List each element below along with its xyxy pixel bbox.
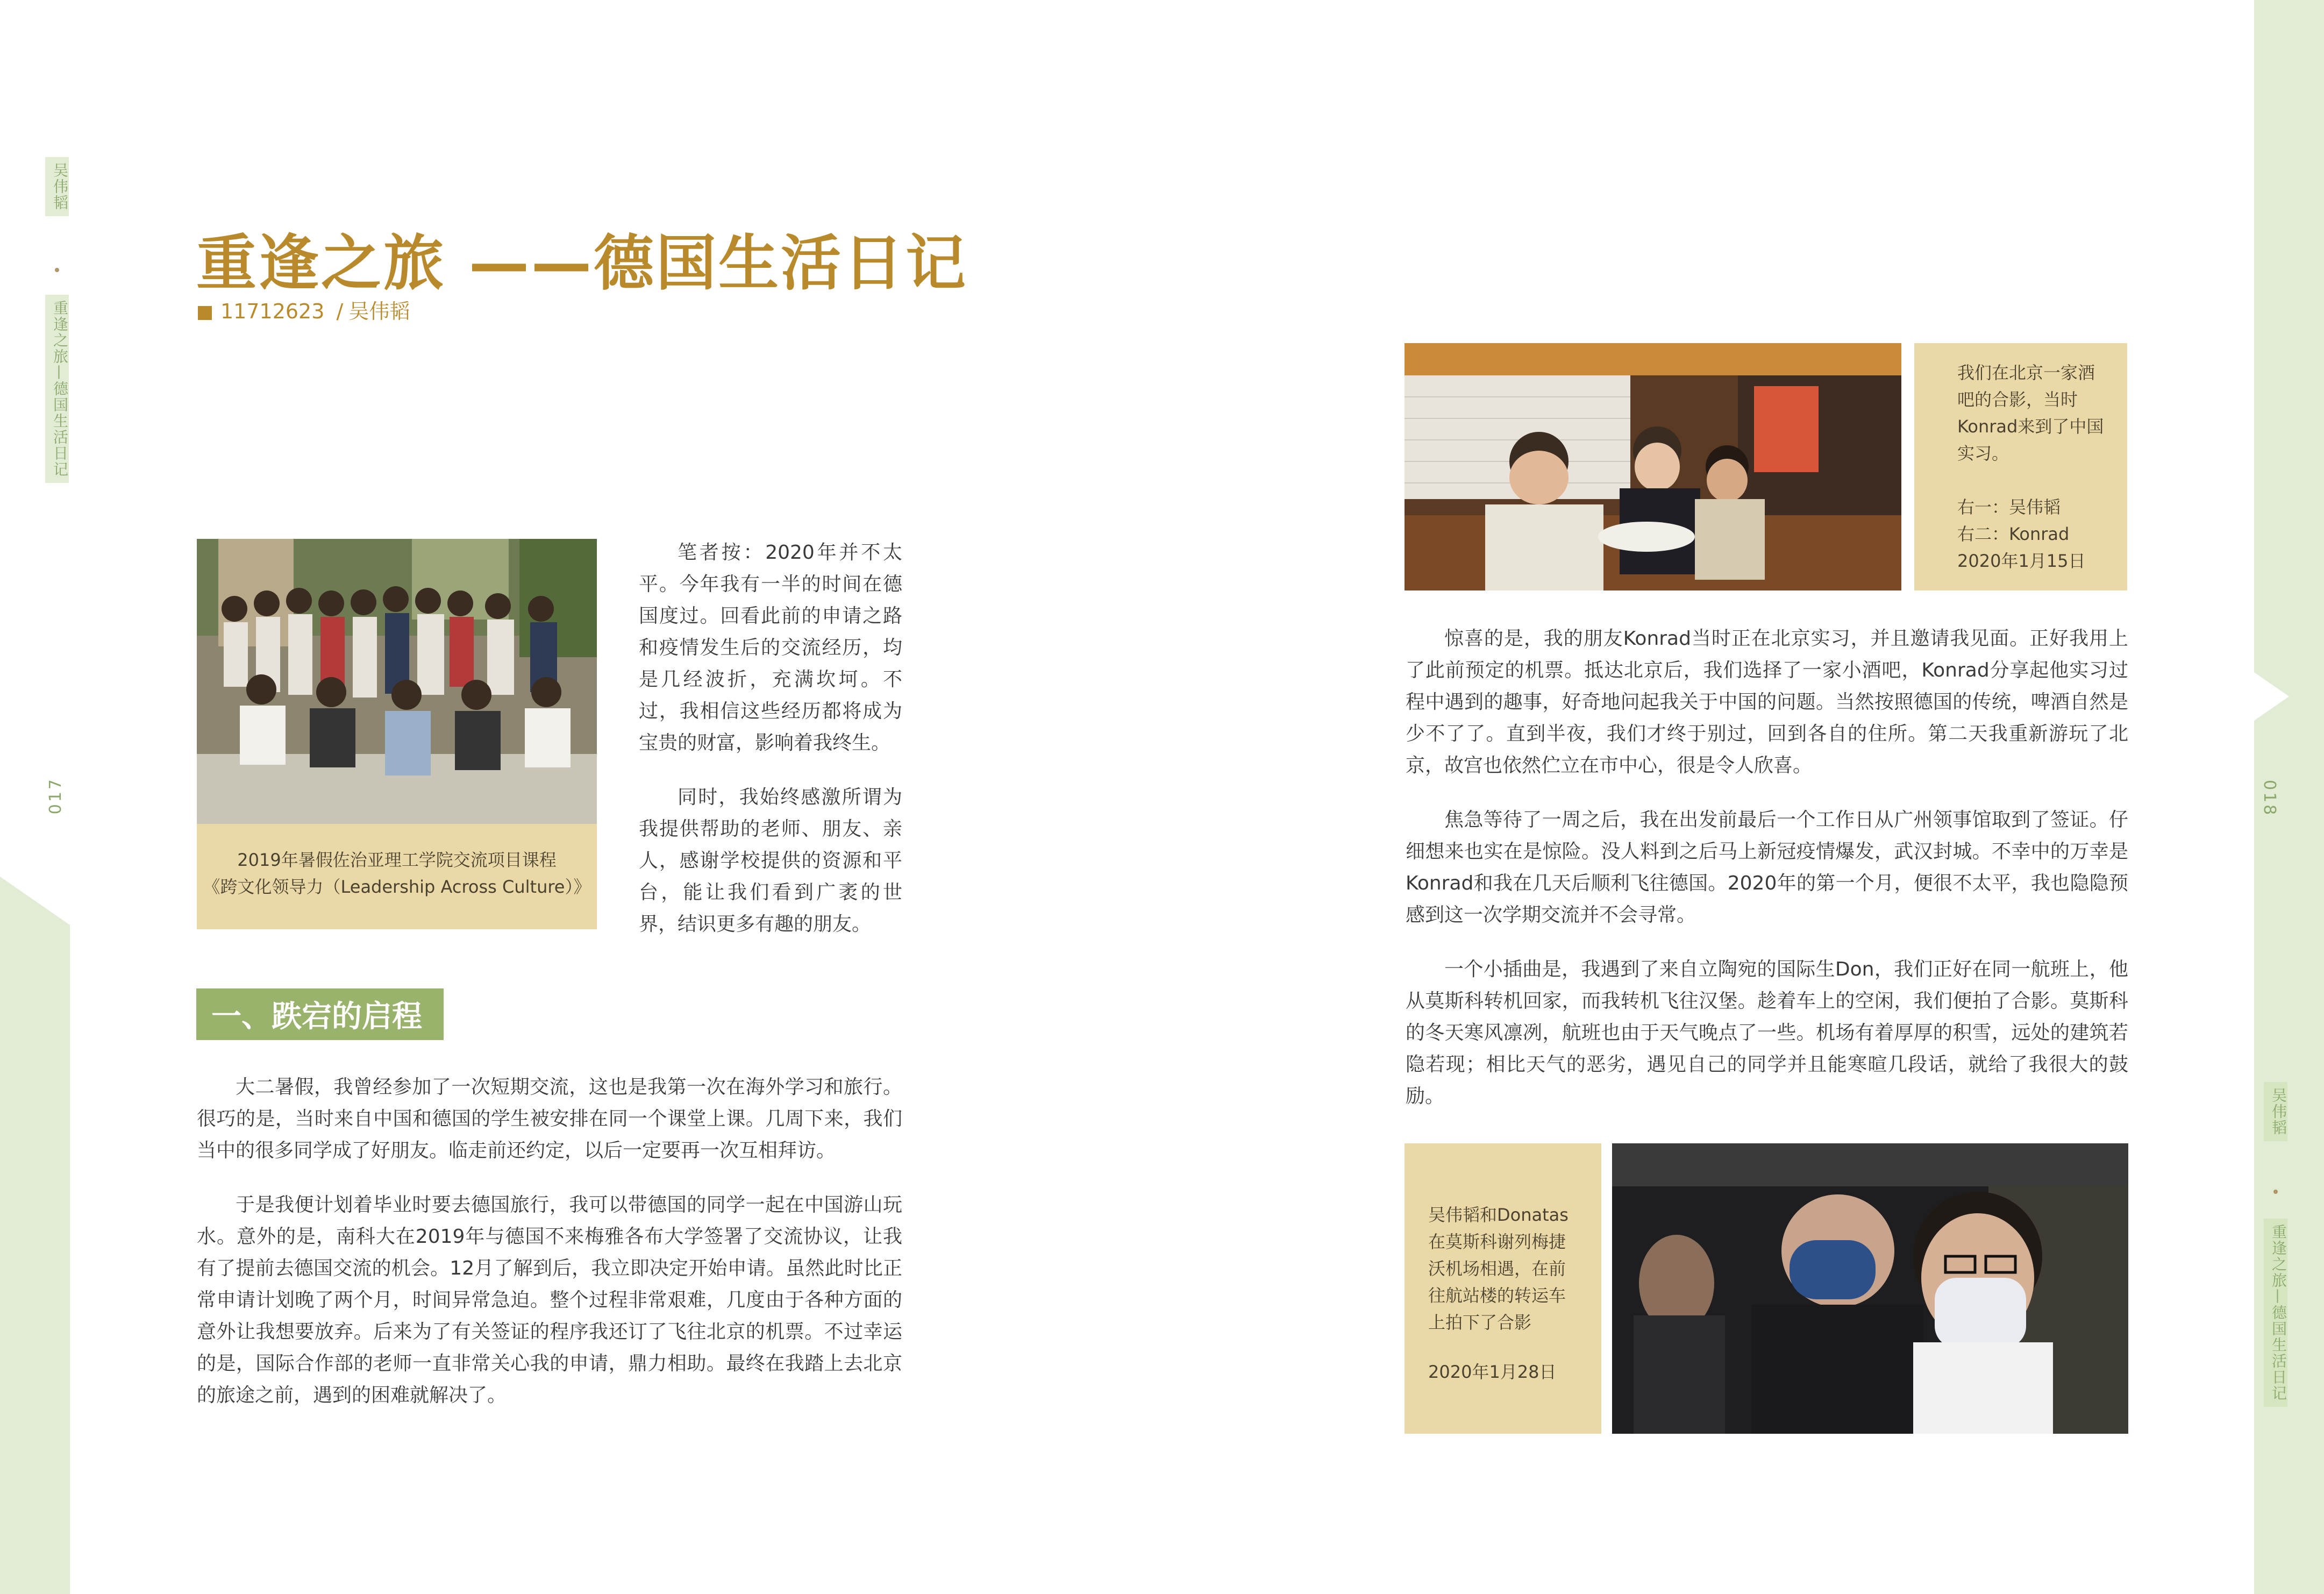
bar-photo-caption-right2: 右二：Konrad [1957, 524, 2070, 544]
left-decorative-band [0, 877, 70, 1594]
intro-column [639, 537, 902, 963]
side-tab-title-right: 重逢之旅—德国生活日记 [2264, 1219, 2287, 1407]
bar-photo-caption-text: 我们在北京一家酒吧的合影，当时Konrad来到了中国实习。 [1957, 362, 2104, 464]
right-paragraph-3: 一个小插曲是，我遇到了来自立陶宛的国际生Don，我们正好在同一航班上，他从莫斯科转机回家，而我转机飞往汉堡。趁着车上的空闲，我们便拍了合影。莫斯科的冬天寒风凛冽，航班也由于天气晚点了一些。机场有着厚厚的积雪，远处的建筑若隐若现；相比天气的恶劣，遇见自己的同学并且能寒暄几段话，就给了我很大的鼓励。 [1406, 958, 2128, 1107]
bar-photo-illustration [1405, 343, 1901, 590]
selfie-caption [1405, 1143, 1601, 1434]
section1-paragraph-2: 于是我便计划着毕业时要去德国旅行，我可以带德国的同学一起在中国游山玩水。意外的是，南科大在2019年与德国不来梅雅各布大学签署了交流协议，让我有了提前去德国交流的机会。12月了解到后，我立即决定开始申请。虽然此时比正常申请计划晚了两个月，时间异常急迫。整个过程非常艰难，几度由于各种方面的意外让我想要放弃。后来为了有关签证的程序我还订了飞往北京的机票。不过幸运的是，国际合作部的老师一直非常关心我的申请，鼎力相助。最终在我踏上去北京的旅途之前，遇到的困难就解决了。 [197, 1194, 902, 1406]
bar-photo-caption-date: 2020年1月15日 [1957, 551, 2086, 571]
side-tab-author-right: 吴伟韬 [2264, 1082, 2287, 1141]
group-photo-illustration [197, 539, 597, 824]
author-name: 吴伟韬 [348, 300, 410, 323]
selfie-photo [1612, 1143, 2128, 1434]
intro-paragraph-1: 笔者按：2020年并不太平。今年我有一半的时间在德国度过。回看此前的申请之路和疫情发生后的交流经历，均是几经波折，充满坎坷。不过，我相信这些经历都将成为宝贵的财富，影响着我终生。 [639, 542, 902, 754]
section1-body [197, 1071, 902, 1434]
side-tab-title-left: 重逢之旅—德国生活日记 [45, 295, 69, 483]
group-photo [197, 539, 597, 824]
right-body [1406, 623, 2128, 1135]
side-tab-author-left: 吴伟韬 [45, 157, 69, 216]
side-tab-dot-left [55, 268, 59, 272]
byline [198, 295, 410, 324]
bar-photo-caption [1914, 343, 2127, 590]
byline-square-icon [198, 306, 212, 320]
section1-paragraph-1: 大二暑假，我曾经参加了一次短期交流，这也是我第一次在海外学习和旅行。很巧的是，当时来自中国和德国的学生被安排在同一个课堂上课。几周下来，我们当中的很多同学成了好朋友。临走前还约定，以后一定要再一次互相拜访。 [197, 1076, 902, 1162]
right-paragraph-2: 焦急等待了一周之后，我在出发前最后一个工作日从广州领事馆取到了签证。仔细想来也实在是惊险。没人料到之后马上新冠疫情爆发，武汉封城。不幸中的万幸是Konrad和我在几天后顺利飞往德国。2020年的第一个月，便很不太平，我也隐隐预感到这一次学期交流并不会寻常。 [1406, 809, 2128, 926]
right-band-upper [2254, 0, 2324, 672]
group-photo-caption [197, 824, 597, 929]
page-number-right: 018 [2260, 780, 2279, 817]
article-title: 重逢之旅 ——德国生活日记 [196, 229, 968, 298]
bar-photo [1405, 343, 1901, 590]
selfie-caption-date: 2020年1月28日 [1428, 1362, 1557, 1382]
group-photo-caption-line1: 2019年暑假佐治亚理工学院交流项目课程 [237, 850, 557, 870]
byline-separator: / [336, 300, 344, 323]
selfie-photo-illustration [1612, 1143, 2128, 1434]
right-paragraph-1: 惊喜的是，我的朋友Konrad当时正在北京实习，并且邀请我见面。正好我用上了此前预定的机票。抵达北京后，我们选择了一家小酒吧，Konrad分享起他实习过程中遇到的趣事，好奇地问起我关于中国的问题。当然按照德国的传统，啤酒自然是少不了了。直到半夜，我们才终于别过，回到各自的住所。第二天我重新游玩了北京，故宫也依然伫立在市中心，很是令人欣喜。 [1406, 628, 2128, 777]
side-tab-dot-right [2273, 1190, 2278, 1194]
student-id: 11712623 [220, 300, 325, 323]
page-number-left: 017 [46, 777, 65, 815]
group-photo-caption-line2: 《跨文化领导力（Leadership Across Culture）》 [203, 877, 591, 897]
bar-photo-caption-right1: 右一：吴伟韬 [1957, 497, 2061, 517]
section-heading: 一、跌宕的启程 [196, 988, 444, 1040]
intro-paragraph-2: 同时，我始终感激所谓为我提供帮助的老师、朋友、亲人，感谢学校提供的资源和平台，能让我们看到广袤的世界，结识更多有趣的朋友。 [639, 786, 902, 935]
right-band-lower [2254, 721, 2324, 1594]
selfie-caption-text: 吴伟韬和Donatas在莫斯科谢列梅捷沃机场相遇，在前往航站楼的转运车上拍下了合影 [1428, 1205, 1569, 1333]
